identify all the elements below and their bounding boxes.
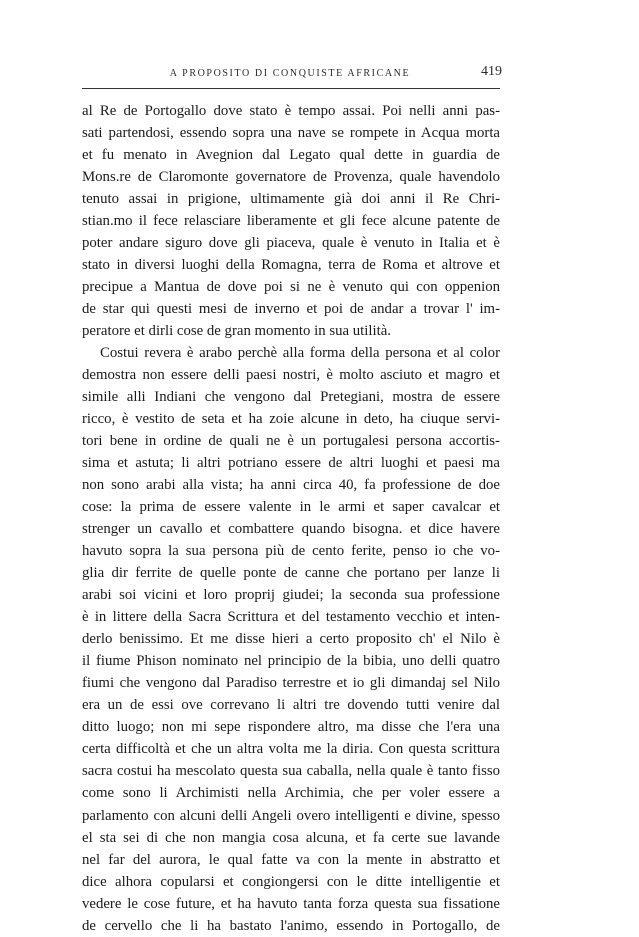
page-header (80, 64, 500, 86)
text-line: vedere le cose future, et ha havuto tanta forza questa sua fissatione (82, 895, 500, 912)
text-line: parlamento con alcuni delli Angeli overo intelligenti e divine, spesso (82, 807, 500, 824)
text-line: ricco, è vestito de seta et ha zoie alcune in deto, ha ciuque servi- (82, 411, 500, 428)
text-line: fiumi che vengono dal Paradiso terrestre et io gli dimandaj sel Nilo (82, 675, 500, 692)
text-line: sacra costui ha mescolato questa sua caballa, nella quale è tanto fisso (82, 763, 500, 780)
text-line: sati partendosi, essendo sopra una nave se rompete in Acqua morta (82, 125, 500, 142)
text-line: precipue a Mantua de dove poi si ne è venuto qui con oppenion (82, 279, 500, 296)
paragraph-1 (82, 100, 500, 342)
body-text (82, 100, 500, 937)
text-line: al Re de Portogallo dove stato è tempo assai. Poi nelli anni pas- (82, 103, 500, 119)
page-number: 419 (481, 64, 502, 79)
text-line: certa difficoltà et che un altra volta me la diria. Con questa scrittura (82, 741, 500, 758)
text-line: de cervello che li ha bastato l'animo, essendo in Portogallo, de (82, 917, 500, 934)
paragraph-2 (82, 342, 500, 936)
text-line: non sono arabi alla vista; ha anni circa 40, fa professione de doe (82, 477, 500, 494)
text-line: glia dir ferrite de quelle ponte de canne che portano per lanze li (82, 565, 500, 582)
text-line: è in littere della Sacra Scrittura et del testamento vecchio et inten- (82, 609, 500, 626)
running-head: A PROPOSITO DI CONQUISTE AFRICANE (169, 68, 411, 79)
text-line: Costui revera è arabo perchè alla forma della persona et al color (100, 345, 500, 362)
header-rule (82, 88, 500, 89)
text-line: strenger un cavallo et combattere quando bisogna. et dice havere (82, 521, 500, 538)
text-line: ditto luogo; non mi sepe rispondere altro, ma disse che l'era una (82, 719, 500, 736)
text-line: il fiume Phison nominato nel principio de la bibia, uno delli quatro (82, 653, 500, 670)
text-line: cose: la prima de essere valente in le armi et saper cavalcar et (82, 499, 500, 516)
text-line: sima et astuta; li altri potriano essere de altri luoghi et paesi ma (82, 455, 500, 472)
text-line: poter andare siguro dove gli piaceva, quale è venuto in Italia et è (82, 235, 500, 252)
text-line: nel far del aurora, le qual fatte va con la mente in abstratto et (82, 851, 500, 868)
text-line: era un de essi ove correvano li altri tre dovendo tutti venire dal (82, 697, 500, 714)
text-line: de star qui questi mesi de inverno et poi de andar a trovar l' im- (82, 301, 500, 318)
text-line: demostra non essere delli paesi nostri, è molto asciuto et magro et (82, 367, 500, 384)
text-line: et fu menato in Avegnion dal Legato qual dette in guardia de (82, 147, 500, 164)
text-line: peratore et dirli cose de gran momento in sua utilità. (82, 323, 391, 340)
text-line: come sono li Archimisti nella Archimia, che per voler essere a (82, 785, 500, 802)
text-line: havuto sopra la sua persona più de cento ferite, penso io che vo- (82, 543, 500, 560)
text-line: stian.mo il fece relasciare liberamente et gli fece alcune patente de (82, 213, 500, 230)
text-line: tori bene in ordine de quali ne è un portugalesi persona accortis- (82, 433, 500, 450)
text-line: stato in diversi luoghi della Romagna, terra de Roma et altrove et (82, 257, 500, 274)
text-line: el sta sei di che non mangia cosa alcuna, et fa certe sue lavande (82, 829, 500, 846)
text-line: Mons.re de Claromonte governatore de Provenza, quale havendolo (82, 169, 500, 186)
text-line: arabi soi vicini et loro proprij giudei; la seconda sua professione (82, 587, 500, 604)
text-line: simile alli Indiani che vengono dal Pretegiani, mostra de essere (82, 389, 500, 406)
text-line: dice alhora copularsi et congiongersi con le ditte intelligentie et (82, 873, 500, 890)
text-line: tenuto assai in prigione, ultimamente già doi anni il Re Chri- (82, 191, 500, 208)
text-line: derlo benissimo. Et me disse hieri a certo proposito ch' el Nilo è (82, 631, 500, 648)
